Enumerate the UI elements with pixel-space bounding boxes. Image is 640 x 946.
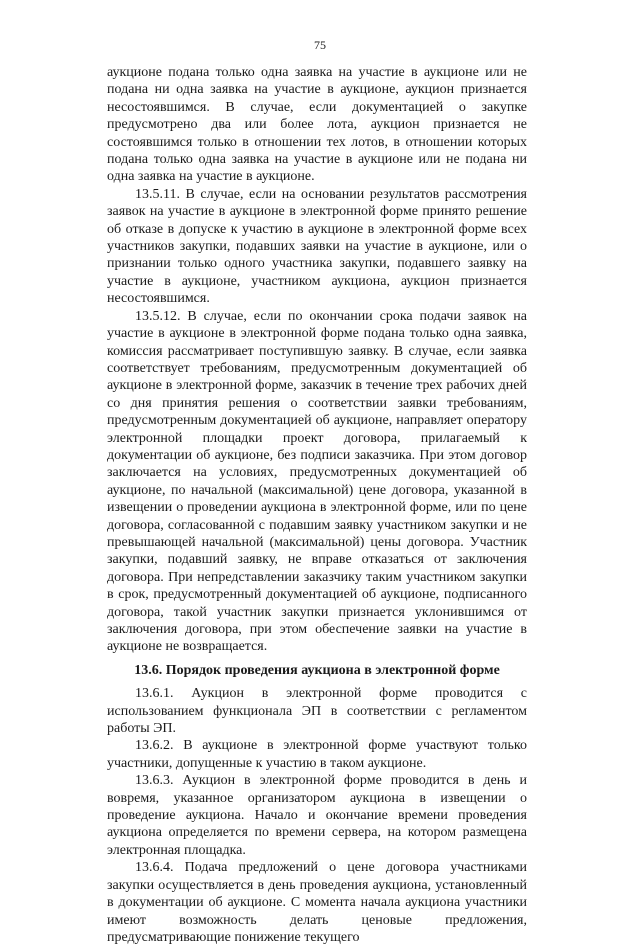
page-number: 75 — [314, 38, 326, 52]
paragraph-13-5-11: 13.5.11. В случае, если на основании результатов рассмотрения заявок на участие в аукционе в электронной форме принято решение об отказе в допуске к участию в аукционе в электронной форме всех участников закупки, подавших заявки на участие в аукционе, или о признании только одного участника закупки, подавшего заявку на участие в аукционе, участником аукциона, аукцион признается несостоявшимся. — [107, 186, 527, 307]
paragraph-continuation: аукционе подана только одна заявка на участие в аукционе или не подана ни одна заявка на участие в аукционе, аукцион признается несостоявшимся. В случае, если документацией о закупке предусмотрено два или более лота, аукцион признается не состоявшимся только в отношении тех лотов, в отношении которых подана только одна заявка на участие в аукционе или не подана ни одна заявка на участие в аукционе. — [107, 65, 527, 185]
section-heading: 13.6. Порядок проведения аукциона в электронной форме — [134, 662, 500, 678]
paragraph-13-5-12: 13.5.12. В случае, если по окончании срока подачи заявок на участие в аукционе в электронной форме подана только одна заявка, комиссия рассматривает поступившую заявку. В случае, если заявка соответствует требованиям, предусмотренным документацией об аукционе в электронной форме, заказчик в течение трех рабочих дней со дня принятия решения о соответствии заявки требованиям, предусмотренным документацией об аукционе, направляет оператору электронной площадки проект договора, прилагаемый к документации об аукционе, без подписи заказчика. При этом договор заключается на условиях, предусмотренных документацией об аукционе, по начальной (максимальной) цене договора, указанной в извещении о проведении аукциона в электронной форме, или по цене договора, согласованной с подавшим заявку участником закупки и не превышающей начальной (максимальной) цены договора. Участник закупки, подавший заявку, не вправе отказаться от заключения договора. При непредставлении заказчику таким участником закупки в срок, предусмотренный документацией об аукционе, подписанного договора, такой участник закупки признается уклонившимся от заключения договора, при этом обеспечение заявки на участие в аукционе не возвращается. — [107, 308, 527, 655]
paragraph-13-6-1: 13.6.1. Аукцион в электронной форме проводится с использованием функционала ЭП в соответствии с регламентом работы ЭП. — [107, 686, 527, 737]
paragraph-13-6-3: 13.6.3. Аукцион в электронной форме проводится в день и вовремя, указанное организатором аукциона в извещении о проведение аукциона. Начало и окончание времени проведения аукциона определяется по времени сервера, на котором размещена электронная площадка. — [107, 773, 527, 858]
document-body — [107, 64, 527, 946]
paragraph-13-6-2: 13.6.2. В аукционе в электронной форме участвуют только участники, допущенные к участию в таком аукционе. — [107, 738, 527, 771]
paragraph-13-6-4: 13.6.4. Подача предложений о цене договора участниками закупки осуществляется в день проведения аукциона, установленный в документации об аукционе. С момента начала аукциона участники имеют возможность делать ценовые предложения, предусматривающие понижение текущего — [107, 860, 527, 945]
